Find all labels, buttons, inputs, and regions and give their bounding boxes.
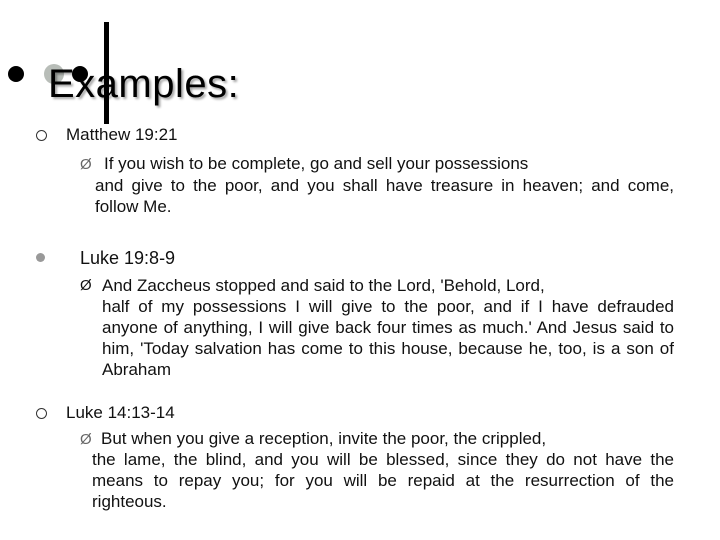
scripture-reference: Luke 14:13-14 xyxy=(66,403,175,422)
title-bullet-black-icon xyxy=(8,66,24,82)
scripture-quote-first-line: If you wish to be complete, go and sell your possessions xyxy=(104,154,529,173)
disc-bullet-icon xyxy=(36,253,45,262)
scripture-reference: Luke 19:8-9 xyxy=(80,248,176,268)
scripture-quote-first-line: But when you give a reception, invite the poor, the crippled, xyxy=(101,429,547,448)
arrow-bullet-icon: Ø xyxy=(80,156,92,173)
ring-bullet-icon xyxy=(36,130,47,141)
ring-bullet-icon xyxy=(36,408,47,419)
arrow-bullet-icon: Ø xyxy=(80,277,92,294)
scripture-reference: Matthew 19:21 xyxy=(66,125,178,144)
scripture-quote: half of my possessions I will give to the poor, and if I have defrauded anyone of anything, I will give back four times as much.' And Jesus said to him, 'Today salvation has come to this house, because he, too, is a son of Abraham xyxy=(102,297,674,379)
scripture-quote: and give to the poor, and you shall have treasure in heaven; and come, follow Me. xyxy=(95,176,674,216)
scripture-quote: the lame, the blind, and you will be blessed, since they do not have the means to repay you; for you will be repaid at the resurrection of the righteous. xyxy=(92,450,674,511)
page-title: Examples: xyxy=(48,62,240,106)
arrow-bullet-icon: Ø xyxy=(80,431,92,448)
scripture-quote-first-line: And Zaccheus stopped and said to the Lord, 'Behold, Lord, xyxy=(102,276,545,295)
slide-title-area xyxy=(0,40,720,120)
